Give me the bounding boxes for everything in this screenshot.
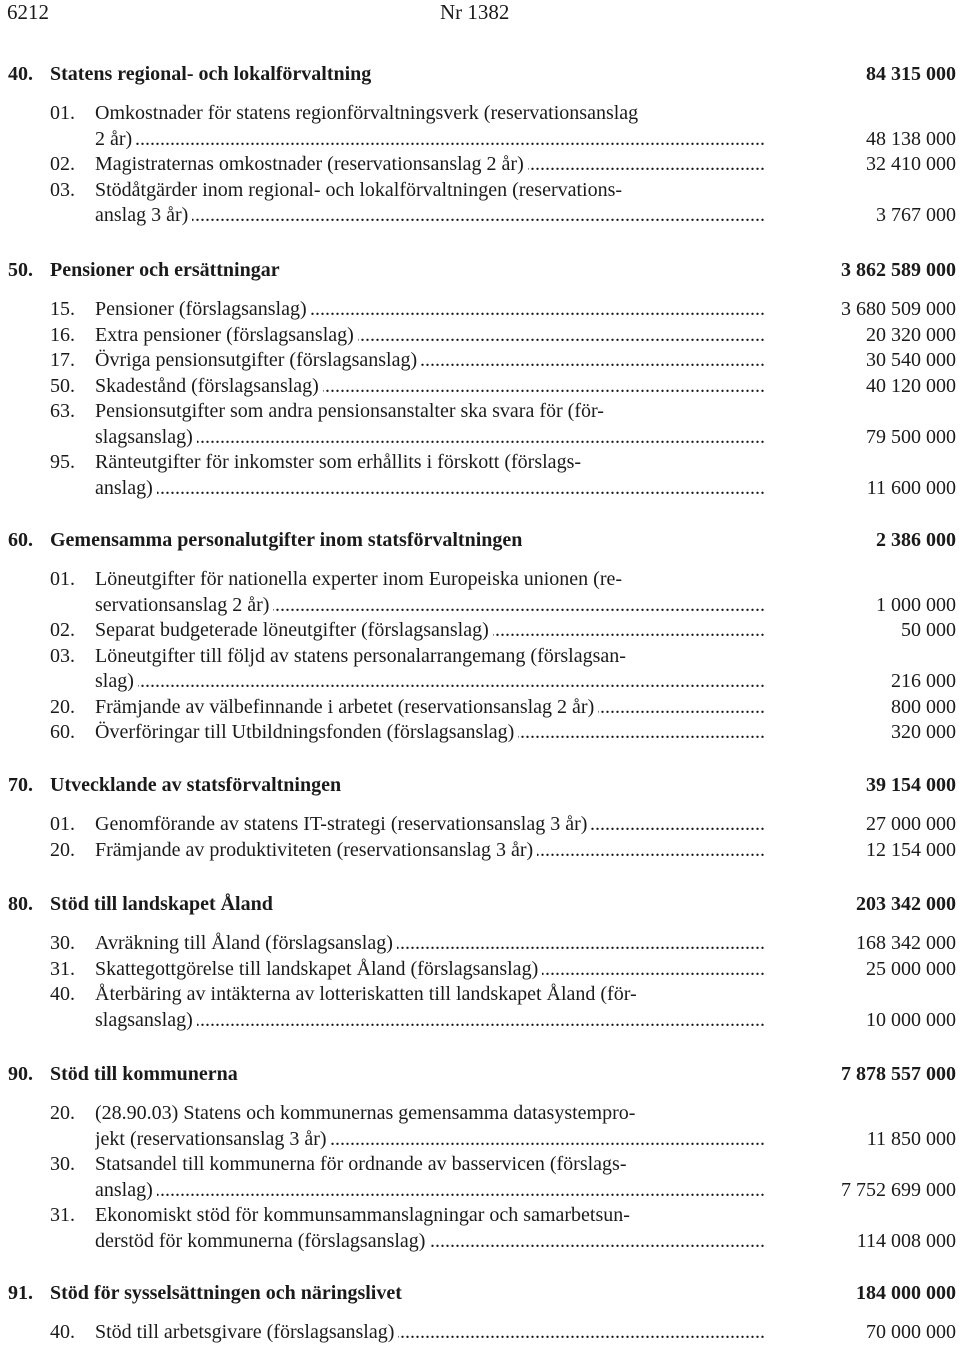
item-number: 31.	[50, 1204, 75, 1226]
budget-item	[0, 1152, 960, 1203]
section-amount: 7 878 557 000	[841, 1063, 956, 1085]
item-number: 15.	[50, 298, 75, 320]
item-description	[95, 1203, 765, 1254]
budget-item	[0, 720, 960, 746]
item-text-line: Pensionsutgifter som andra pensionsanstalter ska svara för (för-	[95, 400, 604, 422]
budget-item	[0, 323, 960, 349]
budget-section	[0, 528, 960, 746]
item-text-line: Skadestånd (förslagsanslag) .....	[95, 374, 765, 400]
section-heading	[0, 258, 960, 284]
budget-section	[0, 1281, 960, 1346]
item-number: 03.	[50, 644, 75, 667]
item-text-line: Omkostnader för statens regionförvaltningsverk (reservationsanslag	[95, 102, 639, 124]
item-number: 20.	[50, 695, 75, 718]
section-title: Statens regional- och lokalförvaltning	[50, 63, 372, 85]
item-text-line: 2 år) .....	[95, 127, 765, 153]
item-description	[95, 931, 765, 957]
section-items	[0, 101, 960, 229]
item-amount: 3 680 509 000	[841, 298, 956, 320]
item-amount: 320 000	[891, 721, 956, 743]
section-amount: 84 315 000	[866, 63, 956, 85]
item-amount: 800 000	[891, 695, 956, 718]
item-description	[95, 838, 765, 864]
item-text-line: Extra pensioner (förslagsanslag) .....	[95, 323, 765, 349]
item-text-line: Skattegottgörelse till landskapet Åland (förslagsanslag) .....	[95, 957, 765, 983]
item-text-line: slagsanslag) .....	[95, 1008, 765, 1034]
section-heading	[0, 62, 960, 88]
item-description	[95, 348, 765, 374]
section-amount: 39 154 000	[866, 774, 956, 796]
item-description	[95, 152, 765, 178]
item-amount: 7 752 699 000	[841, 1178, 956, 1201]
section-items	[0, 297, 960, 501]
item-text-line: Pensioner (förslagsanslag) .....	[95, 297, 765, 323]
item-amount: 10 000 000	[866, 1008, 956, 1031]
item-number: 50.	[50, 374, 75, 397]
item-text-line: slagsanslag) .....	[95, 425, 765, 451]
item-text-line: Löneutgifter till följd av statens personalarrangemang (förslagsan-	[95, 644, 626, 667]
section-number: 80.	[8, 893, 33, 915]
page-number: 6212	[7, 0, 49, 24]
item-text-line: Överföringar till Utbildningsfonden (förslagsanslag) .....	[95, 720, 765, 746]
budget-item	[0, 1320, 960, 1346]
item-text-line: (28.90.03) Statens och kommunernas gemensamma datasystempro-	[95, 1102, 636, 1124]
item-text-line: Genomförande av statens IT-strategi (reservationsanslag 3 år) .....	[95, 812, 765, 838]
section-items	[0, 1101, 960, 1254]
item-text-line: Främjande av produktiviteten (reservationsanslag 3 år) .....	[95, 838, 765, 864]
section-number: 40.	[8, 63, 33, 85]
item-text-line: anslag 3 år) .....	[95, 203, 765, 229]
item-number: 20.	[50, 1102, 75, 1124]
item-amount: 3 767 000	[876, 204, 956, 226]
item-number: 31.	[50, 957, 75, 980]
item-amount: 32 410 000	[866, 153, 956, 175]
item-description	[95, 1101, 765, 1152]
item-description	[95, 101, 765, 152]
section-number: 50.	[8, 259, 33, 281]
item-amount: 1 000 000	[876, 593, 956, 616]
budget-section	[0, 892, 960, 1033]
budget-item	[0, 399, 960, 450]
item-number: 60.	[50, 721, 75, 743]
item-amount: 79 500 000	[866, 425, 956, 448]
section-title: Gemensamma personalutgifter inom statsförvaltningen	[50, 529, 523, 551]
item-amount: 11 600 000	[866, 476, 956, 499]
section-amount: 2 386 000	[876, 529, 956, 551]
budget-section	[0, 258, 960, 501]
budget-item	[0, 178, 960, 229]
item-number: 40.	[50, 1321, 75, 1343]
item-description	[95, 644, 765, 695]
item-number: 30.	[50, 932, 75, 954]
item-amount: 12 154 000	[866, 838, 956, 861]
item-text-line: Främjande av välbefinnande i arbetet (reservationsanslag 2 år) .....	[95, 695, 765, 721]
item-text-line: servationsanslag 2 år) .....	[95, 593, 765, 619]
item-number: 01.	[50, 568, 75, 590]
item-description	[95, 982, 765, 1033]
item-description	[95, 618, 765, 644]
item-description	[95, 1320, 765, 1346]
item-amount: 50 000	[901, 619, 956, 641]
section-title: Utvecklande av statsförvaltningen	[50, 774, 342, 796]
budget-item	[0, 644, 960, 695]
item-text-line: anslag) .....	[95, 476, 765, 502]
item-text-line: Stödåtgärder inom regional- och lokalförvaltningen (reservations-	[95, 178, 623, 201]
item-number: 40.	[50, 983, 75, 1005]
section-items	[0, 812, 960, 863]
budget-item	[0, 618, 960, 644]
section-items	[0, 567, 960, 746]
budget-item	[0, 101, 960, 152]
budget-item	[0, 982, 960, 1033]
item-number: 02.	[50, 153, 75, 175]
item-description	[95, 695, 765, 721]
item-amount: 70 000 000	[866, 1321, 956, 1343]
section-title: Stöd för sysselsättningen och näringslivet	[50, 1282, 402, 1304]
budget-item	[0, 567, 960, 618]
item-description	[95, 720, 765, 746]
item-amount: 114 008 000	[856, 1229, 956, 1252]
budget-item	[0, 374, 960, 400]
section-heading	[0, 773, 960, 799]
item-description	[95, 178, 765, 229]
budget-item	[0, 450, 960, 501]
item-amount: 11 850 000	[866, 1127, 956, 1150]
section-heading	[0, 528, 960, 554]
budget-item	[0, 695, 960, 721]
section-number: 70.	[8, 774, 33, 796]
budget-item	[0, 1203, 960, 1254]
document-number: Nr 1382	[440, 0, 510, 24]
budget-item	[0, 838, 960, 864]
budget-item	[0, 348, 960, 374]
section-number: 60.	[8, 529, 33, 551]
item-number: 16.	[50, 323, 75, 346]
section-items	[0, 1320, 960, 1346]
item-amount: 25 000 000	[866, 957, 956, 980]
item-text-line: anslag) .....	[95, 1178, 765, 1204]
section-number: 91.	[8, 1282, 33, 1304]
item-description	[95, 399, 765, 450]
item-text-line: Återbäring av intäkterna av lotteriskatten till landskapet Åland (för-	[95, 983, 637, 1005]
item-description	[95, 323, 765, 349]
budget-section	[0, 773, 960, 863]
budget-item	[0, 297, 960, 323]
item-amount: 40 120 000	[866, 374, 956, 397]
budget-item	[0, 957, 960, 983]
item-description	[95, 297, 765, 323]
item-description	[95, 957, 765, 983]
section-title: Stöd till landskapet Åland	[50, 893, 273, 915]
budget-section	[0, 62, 960, 229]
item-number: 30.	[50, 1153, 75, 1175]
section-number: 90.	[8, 1063, 33, 1085]
item-amount: 216 000	[891, 670, 956, 692]
item-number: 20.	[50, 838, 75, 861]
item-amount: 20 320 000	[866, 323, 956, 346]
section-amount: 184 000 000	[856, 1282, 956, 1304]
item-number: 03.	[50, 178, 75, 201]
item-text-line: derstöd för kommunerna (förslagsanslag) .....	[95, 1229, 765, 1255]
item-text-line: Magistraternas omkostnader (reservationsanslag 2 år) .....	[95, 152, 765, 178]
section-heading	[0, 1281, 960, 1307]
section-title: Pensioner och ersättningar	[50, 259, 280, 281]
item-amount: 30 540 000	[866, 349, 956, 371]
budget-item	[0, 812, 960, 838]
item-number: 17.	[50, 349, 75, 371]
item-amount: 48 138 000	[866, 127, 956, 150]
budget-item	[0, 152, 960, 178]
section-items	[0, 931, 960, 1033]
item-text-line: Avräkning till Åland (förslagsanslag) .....	[95, 931, 765, 957]
item-text-line: Separat budgeterade löneutgifter (förslagsanslag) .....	[95, 618, 765, 644]
item-description	[95, 450, 765, 501]
item-description	[95, 812, 765, 838]
item-text-line: jekt (reservationsanslag 3 år) .....	[95, 1127, 765, 1153]
budget-item	[0, 931, 960, 957]
budget-section	[0, 1062, 960, 1254]
item-text-line: Stöd till arbetsgivare (förslagsanslag) .....	[95, 1320, 765, 1346]
item-number: 95.	[50, 451, 75, 473]
item-text-line: Löneutgifter för nationella experter inom Europeiska unionen (re-	[95, 568, 623, 590]
item-description	[95, 567, 765, 618]
section-title: Stöd till kommunerna	[50, 1063, 238, 1085]
item-text-line: Ekonomiskt stöd för kommunsammanslagningar och samarbetsun-	[95, 1204, 630, 1226]
section-amount: 203 342 000	[856, 893, 956, 915]
section-amount: 3 862 589 000	[841, 259, 956, 281]
budget-item	[0, 1101, 960, 1152]
item-text-line: Övriga pensionsutgifter (förslagsanslag) .....	[95, 348, 765, 374]
item-text-line: slag) .....	[95, 669, 765, 695]
item-amount: 27 000 000	[866, 813, 956, 835]
section-heading	[0, 892, 960, 918]
item-number: 01.	[50, 813, 75, 835]
item-number: 02.	[50, 619, 75, 641]
item-number: 63.	[50, 400, 75, 422]
page-header	[0, 0, 960, 26]
item-number: 01.	[50, 102, 75, 124]
item-text-line: Ränteutgifter för inkomster som erhållits i förskott (förslags-	[95, 451, 582, 473]
item-description	[95, 1152, 765, 1203]
section-heading	[0, 1062, 960, 1088]
item-text-line: Statsandel till kommunerna för ordnande av basservicen (förslags-	[95, 1153, 627, 1175]
item-amount: 168 342 000	[856, 932, 956, 954]
item-description	[95, 374, 765, 400]
